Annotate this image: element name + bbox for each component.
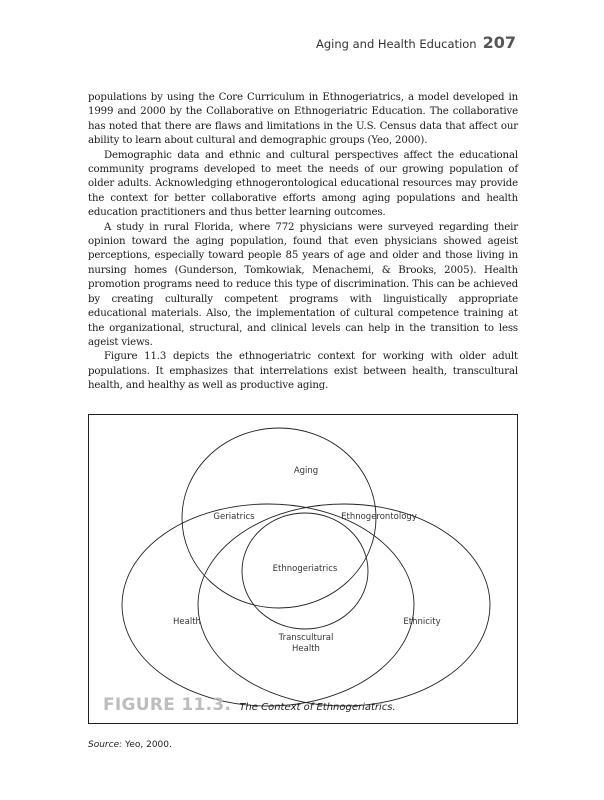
label-geriatrics: Geriatrics: [213, 512, 255, 522]
label-ethnicity: Ethnicity: [403, 617, 441, 627]
page-number: 207: [482, 33, 516, 52]
label-transcultural-line2: Health: [292, 644, 320, 654]
running-title: Aging and Health Education: [316, 37, 477, 51]
source-note: [88, 740, 172, 750]
label-transcultural-line1: Transcultural: [278, 633, 334, 643]
paragraph-1: populations by using the Core Curriculum in Ethnogeriatrics, a model developed in 1999 and 2000 by the Collaborative on Ethnogeriatric Education. The collaborative has noted that there are flaws and limitations in the U.S. Census data that affect our ability to learn about cultural and demographic groups (Yeo, 2000).: [88, 92, 518, 147]
paragraph-2: Demographic data and ethnic and cultural perspectives affect the educational community programs developed to meet the needs of our growing population of older adults. Acknowledging ethnogerontological educational resources may provide the context for better collaborative efforts among aging populations and health education practitioners and thus better learning outcomes.: [88, 149, 518, 219]
figure-title: The Context of Ethnogeriatrics.: [239, 702, 396, 713]
paragraph-3: A study in rural Florida, where 772 physicians were surveyed regarding their opinion toward the aging population, found that even physicians showed ageist perceptions, especially toward people 85 years of age and older and those living in nursing homes (Gunderson, Tomkowiak, Menachemi, & Brooks, 2005). Health promotion programs need to reduce this type of discrimination. This can be achieved by creating culturally competent programs with linguistically appropriate educational materials. Also, the implementation of cultural competence training at the organizational, structural, and clinical levels can help in the transition to less ageist views.: [88, 221, 518, 348]
source-text: Yeo, 2000.: [125, 740, 172, 750]
figure-11-3: [88, 414, 518, 724]
source-label: Source:: [88, 740, 123, 750]
label-ethnogerontology: Ethnogerontology: [341, 512, 417, 522]
running-head: [316, 33, 516, 52]
body-text: [88, 91, 518, 394]
venn-diagram: [89, 415, 519, 725]
label-aging: Aging: [293, 466, 319, 476]
paragraph-4: Figure 11.3 depicts the ethnogeriatric context for working with older adult populations. It emphasizes that interrelations exist between health, transcultural health, and healthy as well as productive aging.: [88, 351, 518, 392]
figure-caption: [103, 695, 396, 715]
label-ethnogeriatrics: Ethnogeriatrics: [272, 564, 338, 574]
label-health: Health: [173, 617, 201, 627]
health-ellipse: [122, 504, 414, 706]
ethnicity-ellipse: [198, 504, 490, 706]
figure-label: FIGURE 11.3.: [103, 695, 232, 715]
